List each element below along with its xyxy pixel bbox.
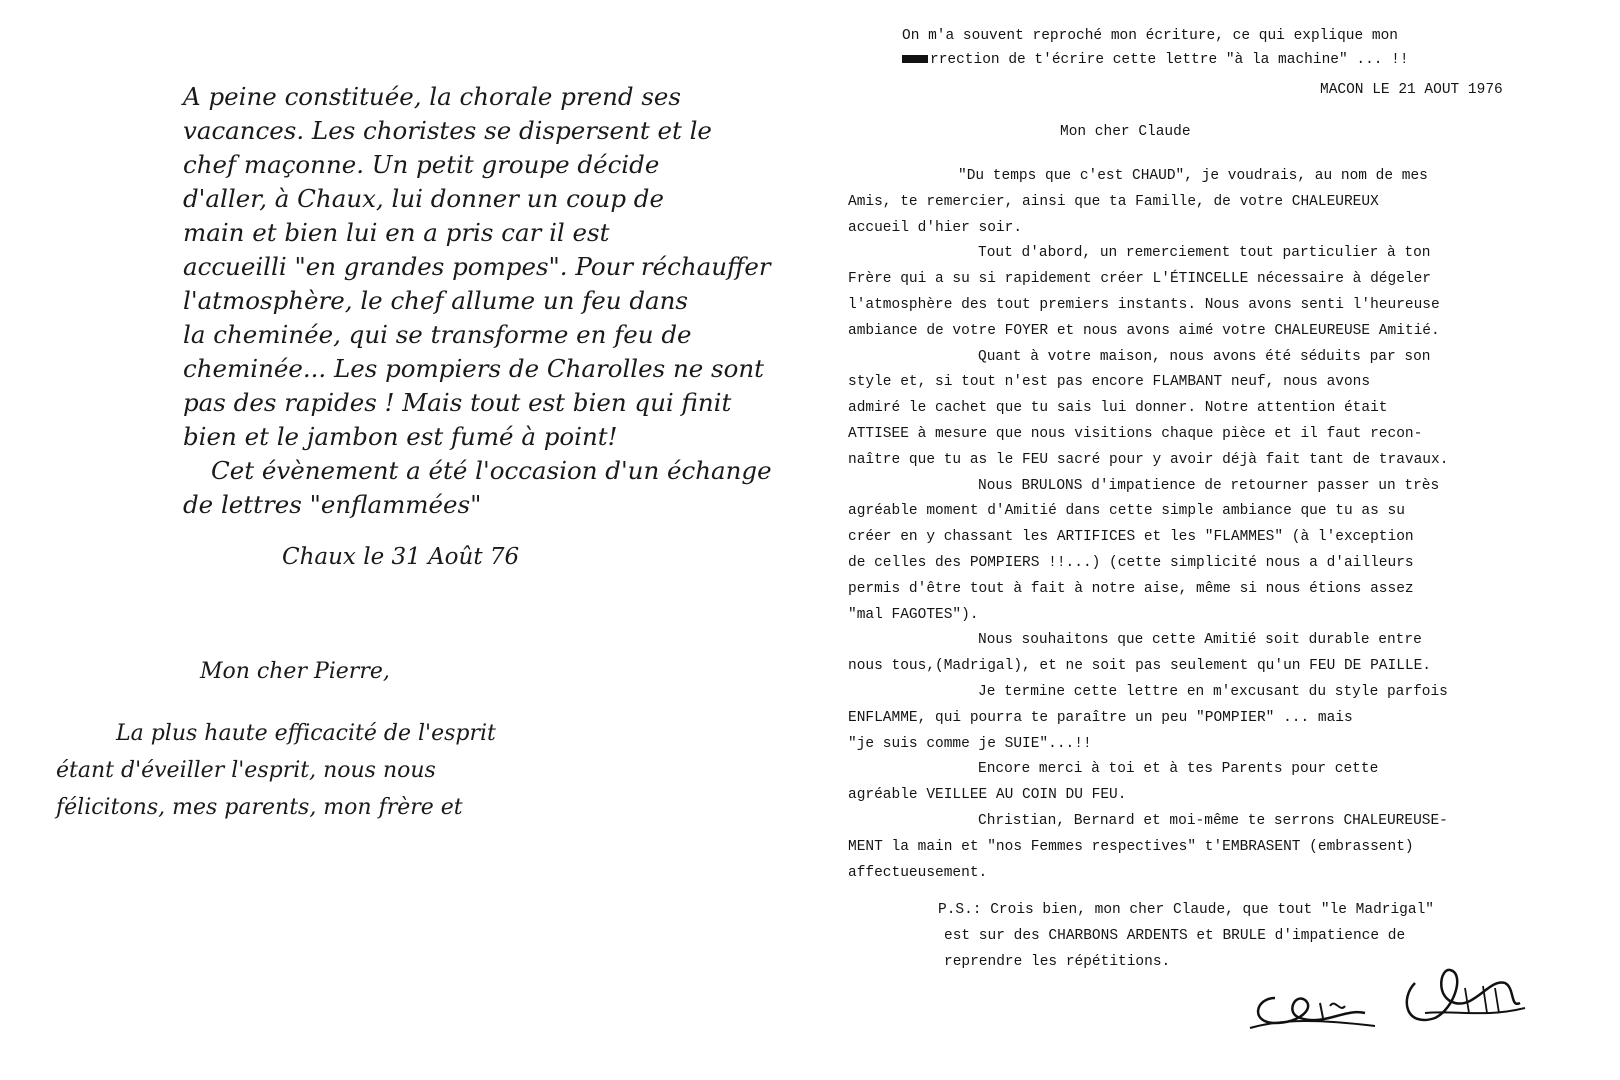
typed-line: ambiance de votre FOYER et nous avons aimé votre CHALEUREUSE Amitié.	[848, 322, 1440, 339]
handwritten-line: d'aller, à Chaux, lui donner un coup de	[183, 184, 664, 213]
typed-line: agréable VEILLEE AU COIN DU FEU.	[848, 787, 1127, 804]
typed-note-line	[902, 48, 1409, 72]
typed-line: Nous souhaitons que cette Amitié soit durable entre	[978, 632, 1422, 649]
handwritten-line: bien et le jambon est fumé à point!	[183, 422, 618, 451]
handwritten-line: A peine constituée, la chorale prend ses	[183, 82, 681, 111]
typed-line: affectueusement.	[848, 864, 988, 881]
typed-line: accueil d'hier soir.	[848, 219, 1023, 236]
typed-line: "je suis comme je SUIE"...!!	[848, 735, 1092, 752]
typed-greeting: Mon cher Claude	[1060, 124, 1191, 140]
typed-line: naître que tu as le FEU sacré pour y avoir déjà fait tant de travaux.	[848, 451, 1449, 468]
postscript-line: P.S.: Crois bien, mon cher Claude, que tout "le Madrigal"	[938, 902, 1434, 919]
handwritten-line: cheminée... Les pompiers de Charolles ne sont	[183, 354, 764, 383]
typed-line: admiré le cachet que tu sais lui donner. Notre attention était	[848, 400, 1388, 417]
typed-line: créer en y chassant les ARTIFICES et les "FLAMMES" (à l'exception	[848, 529, 1414, 546]
handwritten-greeting: Mon cher Pierre,	[200, 659, 390, 684]
handwritten-line: l'atmosphère, le chef allume un feu dans	[183, 286, 689, 315]
typed-line: Christian, Bernard et moi-même te serrons CHALEUREUSE-	[978, 812, 1448, 829]
typed-line: Quant à votre maison, nous avons été séduits par son	[978, 348, 1431, 365]
typed-line: de celles des POMPIERS !!...) (cette simplicité nous a d'ailleurs	[848, 554, 1414, 571]
typed-letter-page	[810, 0, 1620, 1080]
typed-note-text: rrection de t'écrire cette lettre "à la machine" ... !!	[930, 52, 1409, 68]
typed-line: Tout d'abord, un remerciement tout particulier à ton	[978, 245, 1431, 262]
handwritten-line: Cet évènement a été l'occasion d'un échange	[211, 456, 772, 485]
handwritten-line: la cheminée, qui se transforme en feu de	[183, 320, 692, 349]
handwritten-date: Chaux le 31 Août 76	[282, 544, 520, 570]
typed-line: ENFLAMME, qui pourra te paraître un peu "POMPIER" ... mais	[848, 709, 1353, 726]
typed-note	[902, 24, 1409, 72]
redaction-mark	[902, 55, 928, 63]
ps-spacer	[848, 886, 1448, 898]
handwritten-line: La plus haute efficacité de l'esprit	[116, 721, 496, 746]
handwritten-line: main et bien lui en a pris car il est	[183, 218, 610, 247]
typed-line: MENT la main et "nos Femmes respectives" t'EMBRASENT (embrassent)	[848, 838, 1414, 855]
typed-line: Frère qui a su si rapidement créer L'ÉTINCELLE nécessaire à dégeler	[848, 271, 1431, 288]
handwritten-paragraph	[183, 80, 773, 522]
typed-line: nous tous,(Madrigal), et ne soit pas seulement qu'un FEU DE PAILLE.	[848, 658, 1431, 675]
typed-letter-body	[848, 164, 1448, 976]
handwritten-line: de lettres "enflammées"	[183, 490, 482, 519]
typed-note-line: On m'a souvent reproché mon écriture, ce qui explique mon	[902, 28, 1398, 44]
signature-second	[1395, 958, 1535, 1038]
typed-line: "mal FAGOTES").	[848, 606, 979, 623]
postscript-line: est sur des CHARBONS ARDENTS et BRULE d'impatience de	[944, 928, 1406, 945]
signature-pierre	[1245, 968, 1380, 1038]
handwritten-line: accueilli "en grandes pompes". Pour réchauffer	[183, 252, 771, 281]
typed-line: Je termine cette lettre en m'excusant du style parfois	[978, 683, 1448, 700]
handwritten-letter-body	[56, 715, 616, 826]
handwritten-line: chef maçonne. Un petit groupe décide	[183, 150, 660, 179]
typed-line: Nous BRULONS d'impatience de retourner passer un très	[978, 477, 1440, 494]
typed-line: Amis, te remercier, ainsi que ta Famille, de votre CHALEUREUX	[848, 193, 1379, 210]
place-date: MACON LE 21 AOUT 1976	[1320, 82, 1503, 98]
typed-line: agréable moment d'Amitié dans cette simple ambiance que tu as su	[848, 503, 1405, 520]
handwritten-line: vacances. Les choristes se dispersent et le	[183, 116, 712, 145]
typed-line: "Du temps que c'est CHAUD", je voudrais, au nom de mes	[958, 168, 1428, 184]
handwritten-line: félicitons, mes parents, mon frère et	[56, 795, 463, 820]
handwritten-line: pas des rapides ! Mais tout est bien qui finit	[183, 388, 732, 417]
handwritten-line: étant d'éveiller l'esprit, nous nous	[56, 758, 436, 783]
typed-line: style et, si tout n'est pas encore FLAMBANT neuf, nous avons	[848, 374, 1371, 391]
typed-line: ATTISEE à mesure que nous visitions chaque pièce et il faut recon-	[848, 425, 1423, 442]
postscript-line: reprendre les répétitions.	[944, 953, 1171, 970]
typed-line: Encore merci à toi et à tes Parents pour cette	[978, 761, 1379, 778]
typed-line: permis d'être tout à fait à notre aise, même si nous étions assez	[848, 580, 1414, 597]
typed-line: l'atmosphère des tout premiers instants. Nous avons senti l'heureuse	[848, 296, 1440, 313]
